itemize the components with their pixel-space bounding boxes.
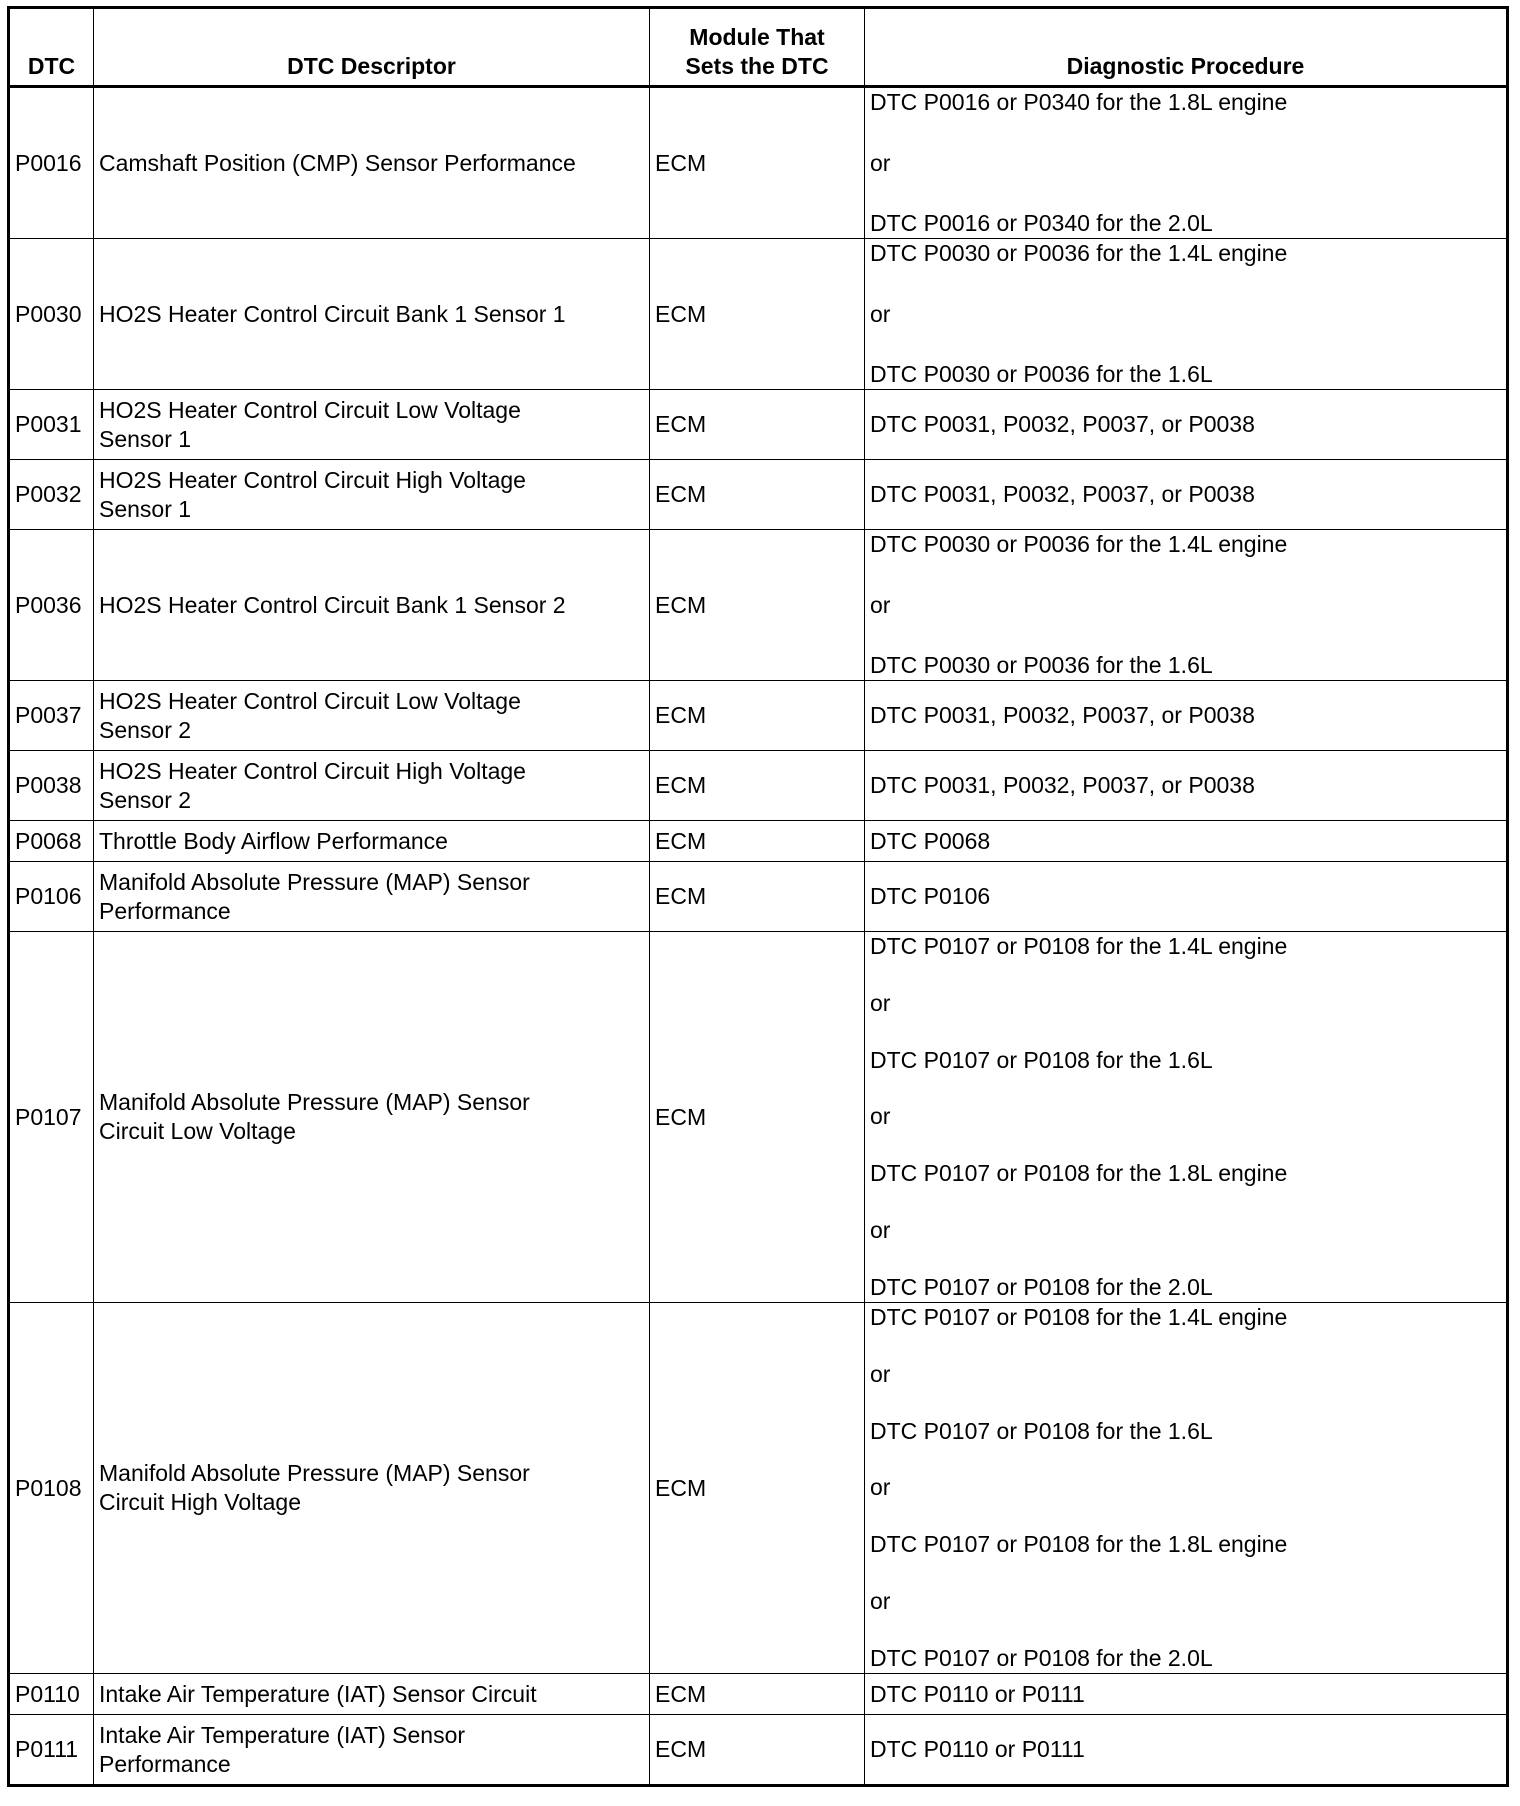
cell-module: ECM — [650, 1303, 865, 1674]
cell-module: ECM — [650, 239, 865, 390]
procedure-line: or — [870, 300, 891, 327]
cell-procedure — [865, 239, 1508, 390]
cell-dtc: P0107 — [9, 932, 94, 1303]
cell-procedure — [865, 932, 1508, 1303]
procedure-line: DTC P0107 or P0108 for the 1.4L engine — [870, 1304, 1288, 1330]
procedure-line: or — [870, 1588, 891, 1615]
cell-dtc: P0016 — [9, 87, 94, 239]
table-body — [9, 87, 1508, 1786]
cell-module: ECM — [650, 87, 865, 239]
cell-procedure: DTC P0031, P0032, P0037, or P0038 — [865, 460, 1508, 530]
cell-descriptor: HO2S Heater Control Circuit Low Voltage Sensor 1 — [94, 390, 650, 460]
cell-module: ECM — [650, 821, 865, 862]
cell-dtc: P0031 — [9, 390, 94, 460]
cell-descriptor: Manifold Absolute Pressure (MAP) Sensor Circuit Low Voltage — [94, 932, 650, 1303]
procedure-line: DTC P0030 or P0036 for the 1.4L engine — [870, 240, 1288, 266]
header-procedure: Diagnostic Procedure — [865, 8, 1508, 87]
procedure-line: DTC P0107 or P0108 for the 1.8L engine — [870, 1160, 1288, 1187]
cell-procedure: DTC P0106 — [865, 862, 1508, 932]
procedure-line: DTC P0107 or P0108 for the 2.0L — [870, 1273, 1213, 1300]
cell-procedure — [865, 1303, 1508, 1674]
cell-dtc: P0038 — [9, 751, 94, 821]
table-row — [9, 1715, 1508, 1786]
table-row — [9, 390, 1508, 460]
table-row — [9, 460, 1508, 530]
table-row — [9, 1303, 1508, 1674]
procedure-line: DTC P0016 or P0340 for the 2.0L — [870, 210, 1213, 236]
cell-module: ECM — [650, 751, 865, 821]
cell-procedure: DTC P0031, P0032, P0037, or P0038 — [865, 681, 1508, 751]
cell-descriptor: HO2S Heater Control Circuit Bank 1 Sensor 2 — [94, 530, 650, 681]
table-row — [9, 751, 1508, 821]
cell-descriptor: Manifold Absolute Pressure (MAP) Sensor Performance — [94, 862, 650, 932]
cell-dtc: P0032 — [9, 460, 94, 530]
cell-dtc: P0110 — [9, 1674, 94, 1715]
cell-dtc: P0036 — [9, 530, 94, 681]
procedure-line: DTC P0107 or P0108 for the 1.4L engine — [870, 933, 1288, 959]
table-row — [9, 239, 1508, 390]
cell-dtc: P0030 — [9, 239, 94, 390]
procedure-line: DTC P0030 or P0036 for the 1.6L — [870, 652, 1213, 678]
table-header-row — [9, 8, 1508, 87]
cell-dtc: P0106 — [9, 862, 94, 932]
cell-dtc: P0108 — [9, 1303, 94, 1674]
procedure-line: DTC P0107 or P0108 for the 1.6L — [870, 1046, 1213, 1073]
cell-dtc: P0037 — [9, 681, 94, 751]
procedure-line: DTC P0030 or P0036 for the 1.4L engine — [870, 531, 1288, 557]
procedure-line: DTC P0107 or P0108 for the 2.0L — [870, 1644, 1213, 1671]
cell-module: ECM — [650, 862, 865, 932]
procedure-line: or — [870, 1360, 891, 1387]
table-row — [9, 862, 1508, 932]
cell-descriptor: Intake Air Temperature (IAT) Sensor Performance — [94, 1715, 650, 1786]
cell-procedure — [865, 87, 1508, 239]
dtc-table — [7, 6, 1509, 1787]
header-dtc: DTC — [9, 8, 94, 87]
cell-descriptor: Throttle Body Airflow Performance — [94, 821, 650, 862]
cell-procedure: DTC P0110 or P0111 — [865, 1715, 1508, 1786]
header-module: Module That Sets the DTC — [650, 8, 865, 87]
procedure-line: DTC P0107 or P0108 for the 1.8L engine — [870, 1531, 1288, 1558]
table-row — [9, 1674, 1508, 1715]
procedure-line: DTC P0016 or P0340 for the 1.8L engine — [870, 89, 1288, 115]
cell-procedure: DTC P0068 — [865, 821, 1508, 862]
table-row — [9, 932, 1508, 1303]
table-row — [9, 530, 1508, 681]
cell-module: ECM — [650, 1715, 865, 1786]
procedure-line: or — [870, 1103, 891, 1130]
cell-descriptor: HO2S Heater Control Circuit High Voltage Sensor 2 — [94, 751, 650, 821]
cell-dtc: P0068 — [9, 821, 94, 862]
cell-module: ECM — [650, 1674, 865, 1715]
cell-descriptor: HO2S Heater Control Circuit Bank 1 Sensor 1 — [94, 239, 650, 390]
cell-module: ECM — [650, 460, 865, 530]
procedure-line: or — [870, 591, 891, 618]
cell-descriptor: HO2S Heater Control Circuit High Voltage Sensor 1 — [94, 460, 650, 530]
procedure-line: or — [870, 149, 891, 176]
cell-module: ECM — [650, 932, 865, 1303]
cell-dtc: P0111 — [9, 1715, 94, 1786]
cell-procedure: DTC P0031, P0032, P0037, or P0038 — [865, 751, 1508, 821]
cell-procedure: DTC P0110 or P0111 — [865, 1674, 1508, 1715]
header-descriptor: DTC Descriptor — [94, 8, 650, 87]
cell-procedure: DTC P0031, P0032, P0037, or P0038 — [865, 390, 1508, 460]
cell-descriptor: Intake Air Temperature (IAT) Sensor Circuit — [94, 1674, 650, 1715]
table-row — [9, 87, 1508, 239]
procedure-line: or — [870, 1474, 891, 1501]
table-row — [9, 821, 1508, 862]
cell-descriptor: HO2S Heater Control Circuit Low Voltage Sensor 2 — [94, 681, 650, 751]
procedure-line: or — [870, 989, 891, 1016]
cell-descriptor: Manifold Absolute Pressure (MAP) Sensor Circuit High Voltage — [94, 1303, 650, 1674]
procedure-line: DTC P0030 or P0036 for the 1.6L — [870, 361, 1213, 387]
cell-module: ECM — [650, 530, 865, 681]
procedure-line: or — [870, 1217, 891, 1244]
table-row — [9, 681, 1508, 751]
cell-module: ECM — [650, 390, 865, 460]
procedure-line: DTC P0107 or P0108 for the 1.6L — [870, 1417, 1213, 1444]
cell-descriptor: Camshaft Position (CMP) Sensor Performance — [94, 87, 650, 239]
cell-procedure — [865, 530, 1508, 681]
cell-module: ECM — [650, 681, 865, 751]
